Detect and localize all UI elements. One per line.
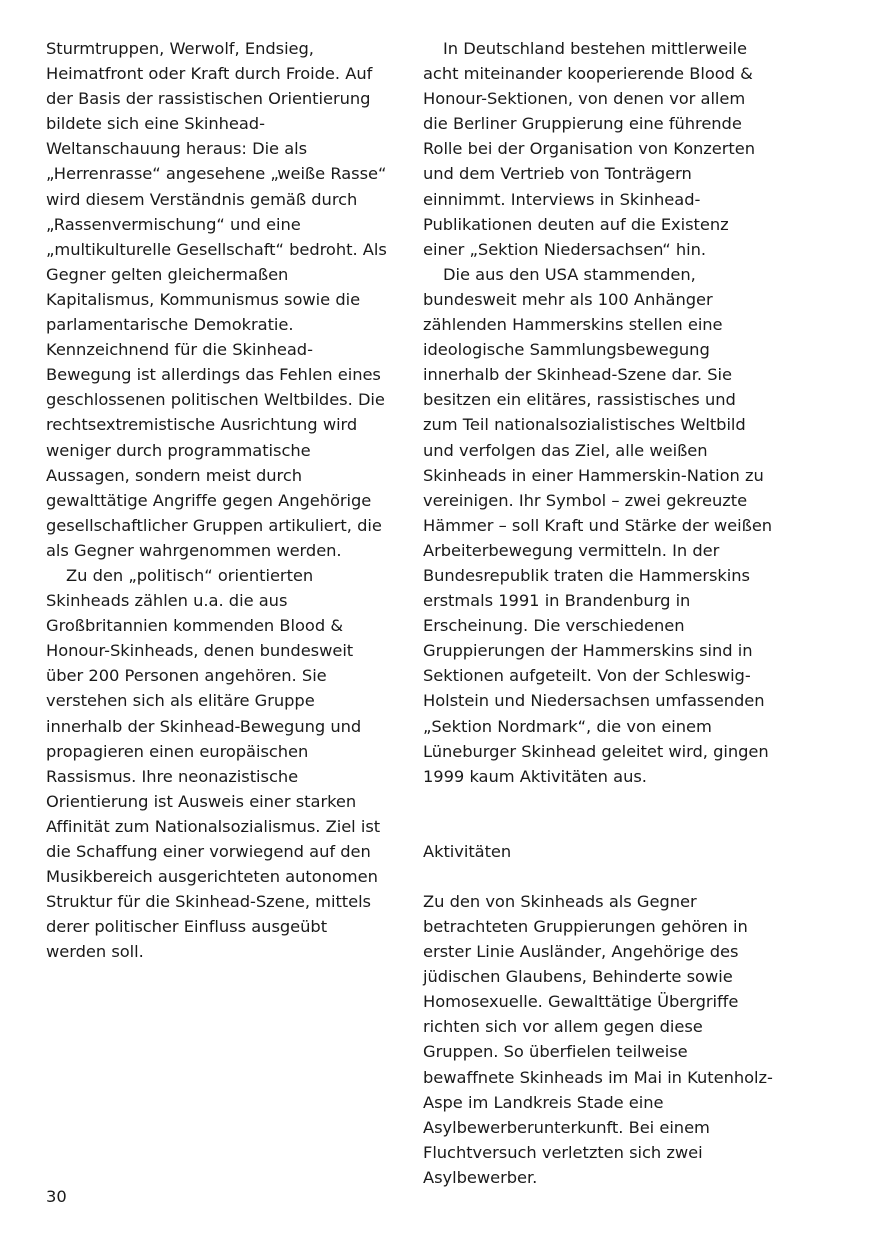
paragraph: Die aus den USA stammenden, bundesweit mehr als 100 Anhänger zählenden Hammerskins stellen eine ideologische Sammlungsbewegung innerhalb der Skinhead-Szene dar. Sie besitzen ein elitäres, rassistisches und zum Teil nationalsozialistisches Weltbild und verfolgen das Ziel, alle weißen Skinheads in einer Hammerskin-Nation zu vereinigen. Ihr Symbol – zwei gekreuzte Hämmer – soll Kraft und Stärke der weißen Arbeiterbewegung vermitteln. In der Bundesrepublik traten die Hammerskins erstmals 1991 in Brandenburg in Erscheinung. Die verschiedenen Gruppierungen der Hammerskins sind in Sektionen aufgeteilt. Von der Schleswig-Holstein und Niedersachsen umfassenden „Sektion Nordmark“, die von einem Lüneburger Skinhead geleitet wird, gingen 1999 kaum Aktivitäten aus.: [423, 264, 773, 786]
paragraph: Sturmtruppen, Werwolf, Endsieg, Heimatfront oder Kraft durch Froide. Auf der Basis der rassistischen Orientierung bildete sich eine Skinhead-Weltanschauung heraus: Die als „Herrenrasse“ angesehene „weiße Rasse“ wird diesem Verständnis gemäß durch „Rassenvermischung“ und eine „multikulturelle Gesellschaft“ bedroht. Als Gegner gelten gleichermaßen Kapitalismus, Kommunismus sowie die parlamentarische Demokratie. Kennzeichnend für die Skinhead-Bewegung ist allerdings das Fehlen eines geschlossenen politischen Weltbildes. Die rechtsextremistische Ausrichtung wird weniger durch programmatische Aussagen, sondern meist durch gewalttätige Angriffe gegen Angehörige gesellschaftlicher Gruppen artikuliert, die als Gegner wahrgenommen werden.: [46, 39, 387, 560]
page-number: 30: [46, 1187, 67, 1206]
left-column: [46, 36, 391, 1190]
paragraph: Zu den „politisch“ orientierten Skinheads zählen u.a. die aus Großbritannien kommenden Blood & Honour-Skinheads, denen bundesweit über 200 Personen angehören. Sie verstehen sich als elitäre Gruppe innerhalb der Skinhead-Bewegung und propagieren einen europäischen Rassismus. Ihre neonazistische Orientierung ist Ausweis einer starken Affinität zum Nationalsozialismus. Ziel ist die Schaffung einer vorwiegend auf den Musikbereich ausgerichteten autonomen Struktur für die Skinhead-Szene, mittels derer politischer Einfluss ausgeübt werden soll.: [46, 565, 381, 962]
paragraph: Zu den von Skinheads als Gegner betrachteten Gruppierungen gehören in erster Linie Ausländer, Angehörige des jüdischen Glaubens, Behinderte sowie Homosexuelle. Gewalttätige Übergriffe richten sich vor allem gegen diese Gruppen. So überfielen teilweise bewaffnete Skinheads im Mai in Kutenholz-Aspe im Landkreis Stade eine Asylbewerberunterkunft. Bei einem Fluchtversuch verletzten sich zwei Asylbewerber.: [423, 891, 773, 1187]
text-columns: [46, 36, 828, 1190]
section-heading: Aktivitäten: [423, 841, 512, 861]
paragraph: In Deutschland bestehen mittlerweile acht miteinander kooperierende Blood & Honour-Sektionen, von denen vor allem die Berliner Gruppierung eine führende Rolle bei der Organisation von Konzerten und dem Vertrieb von Tonträgern einnimmt. Interviews in Skinhead-Publikationen deuten auf die Existenz einer „Sektion Niedersachsen“ hin.: [423, 39, 755, 259]
right-column: [423, 36, 773, 1190]
